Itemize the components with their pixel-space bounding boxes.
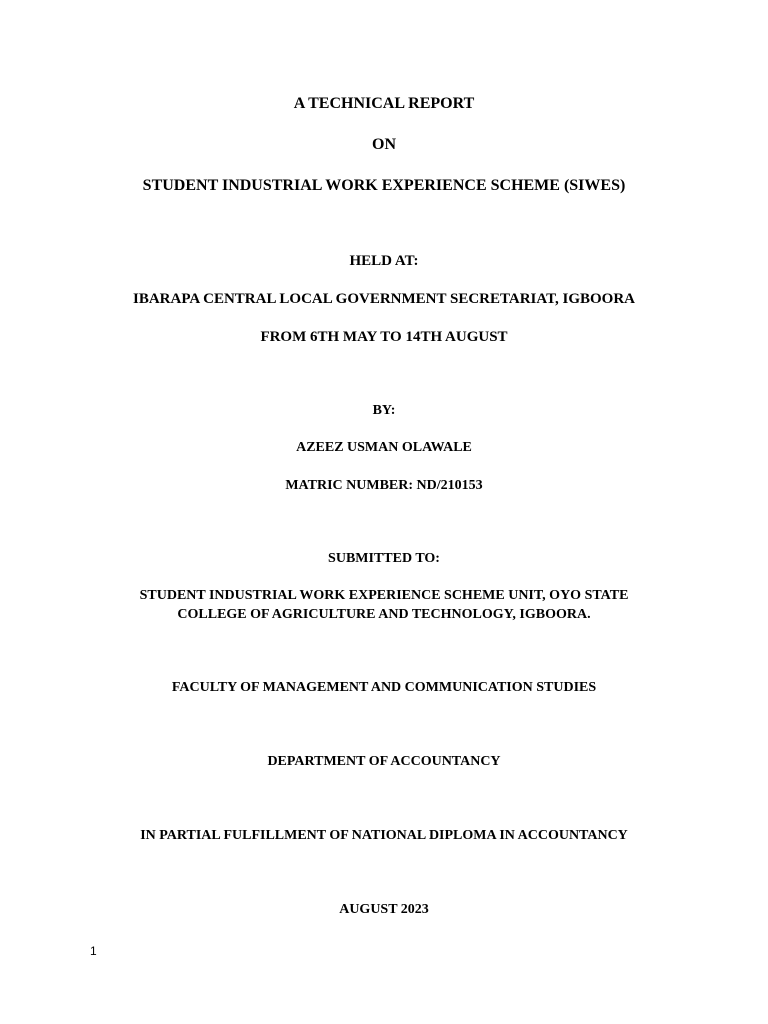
- by-label: BY:: [372, 403, 396, 418]
- faculty-name: FACULTY OF MANAGEMENT AND COMMUNICATION STUDIES: [171, 680, 597, 695]
- report-date: AUGUST 2023: [339, 902, 429, 917]
- report-on-label: ON: [372, 136, 396, 153]
- period-text: FROM 6TH MAY TO 14TH AUGUST: [260, 329, 508, 345]
- submitted-to-line-1: STUDENT INDUSTRIAL WORK EXPERIENCE SCHEME UNIT, OYO STATE: [139, 588, 629, 603]
- held-at-label: HELD AT:: [349, 253, 419, 269]
- page-number: 1: [90, 944, 97, 958]
- location-text: IBARAPA CENTRAL LOCAL GOVERNMENT SECRETARIAT, IGBOORA: [132, 291, 636, 307]
- author-name: AZEEZ USMAN OLAWALE: [296, 440, 472, 455]
- department-name: DEPARTMENT OF ACCOUNTANCY: [267, 754, 501, 769]
- matric-number: MATRIC NUMBER: ND/210153: [285, 478, 483, 493]
- scheme-title: STUDENT INDUSTRIAL WORK EXPERIENCE SCHEME (SIWES): [142, 177, 626, 194]
- fulfillment-statement: IN PARTIAL FULFILLMENT OF NATIONAL DIPLOMA IN ACCOUNTANCY: [140, 828, 628, 843]
- report-title: A TECHNICAL REPORT: [293, 95, 475, 112]
- submitted-to-label: SUBMITTED TO:: [328, 551, 440, 566]
- submitted-to-line-2: COLLEGE OF AGRICULTURE AND TECHNOLOGY, IGBOORA.: [177, 607, 591, 622]
